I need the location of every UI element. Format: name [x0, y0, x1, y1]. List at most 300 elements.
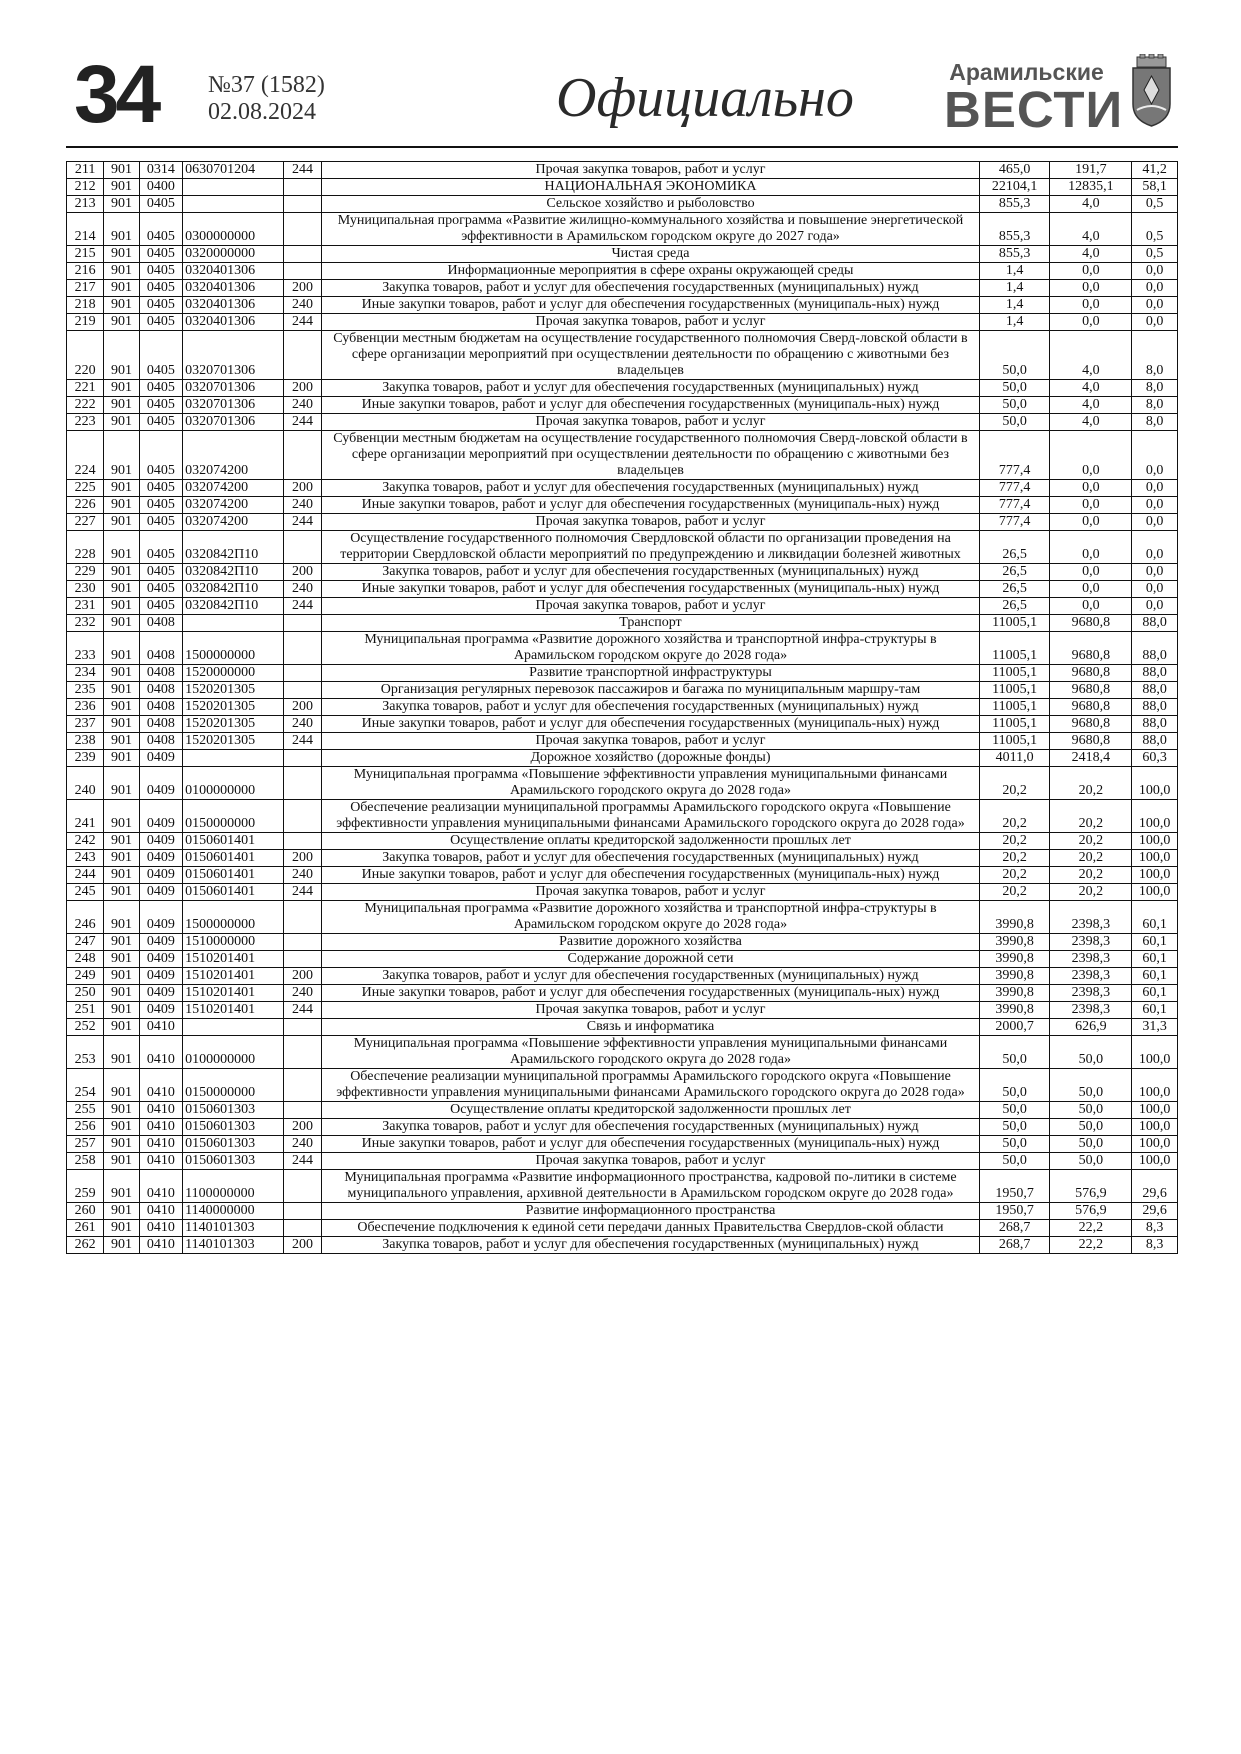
execution-percent: 100,0 — [1132, 1153, 1178, 1170]
actual-amount: 576,9 — [1050, 1203, 1132, 1220]
admin-code: 901 — [104, 934, 139, 951]
actual-amount: 0,0 — [1050, 581, 1132, 598]
section-code: 0409 — [139, 800, 183, 833]
actual-amount: 9680,8 — [1050, 733, 1132, 750]
plan-amount: 3990,8 — [979, 934, 1050, 951]
item-name: Иные закупки товаров, работ и услуг для обеспечения государственных (муниципаль-ных) нужд — [322, 1136, 980, 1153]
plan-amount: 11005,1 — [979, 733, 1050, 750]
table-row — [67, 263, 1178, 280]
table-row — [67, 615, 1178, 632]
execution-percent: 0,0 — [1132, 514, 1178, 531]
plan-amount: 268,7 — [979, 1220, 1050, 1237]
expense-type-code — [283, 767, 321, 800]
execution-percent: 100,0 — [1132, 1119, 1178, 1136]
execution-percent: 0,0 — [1132, 598, 1178, 615]
actual-amount: 9680,8 — [1050, 632, 1132, 665]
table-row — [67, 1220, 1178, 1237]
plan-amount: 268,7 — [979, 1237, 1050, 1254]
section-code: 0410 — [139, 1102, 183, 1119]
row-number: 227 — [67, 514, 104, 531]
execution-percent: 60,1 — [1132, 968, 1178, 985]
actual-amount: 0,0 — [1050, 480, 1132, 497]
row-number: 238 — [67, 733, 104, 750]
item-name: Прочая закупка товаров, работ и услуг — [322, 1153, 980, 1170]
item-name: Прочая закупка товаров, работ и услуг — [322, 514, 980, 531]
execution-percent: 8,3 — [1132, 1220, 1178, 1237]
admin-code: 901 — [104, 615, 139, 632]
table-row — [67, 800, 1178, 833]
table-row — [67, 767, 1178, 800]
admin-code: 901 — [104, 733, 139, 750]
row-number: 237 — [67, 716, 104, 733]
target-article-code: 1510201401 — [183, 951, 284, 968]
actual-amount: 0,0 — [1050, 280, 1132, 297]
page-number: 34 — [74, 49, 158, 140]
expense-type-code: 200 — [283, 480, 321, 497]
table-row — [67, 716, 1178, 733]
plan-amount: 11005,1 — [979, 632, 1050, 665]
admin-code: 901 — [104, 598, 139, 615]
target-article-code — [183, 750, 284, 767]
row-number: 212 — [67, 179, 104, 196]
table-row — [67, 196, 1178, 213]
table-row — [67, 1019, 1178, 1036]
expense-type-code — [283, 632, 321, 665]
item-name: Прочая закупка товаров, работ и услуг — [322, 1002, 980, 1019]
plan-amount: 777,4 — [979, 480, 1050, 497]
section-code: 0405 — [139, 414, 183, 431]
table-row — [67, 632, 1178, 665]
section-code: 0409 — [139, 833, 183, 850]
item-name: Закупка товаров, работ и услуг для обеспечения государственных (муниципальных) нужд — [322, 1119, 980, 1136]
execution-percent: 88,0 — [1132, 615, 1178, 632]
execution-percent: 8,0 — [1132, 397, 1178, 414]
table-row — [67, 1036, 1178, 1069]
target-article-code: 0320701306 — [183, 397, 284, 414]
row-number: 259 — [67, 1170, 104, 1203]
section-code: 0405 — [139, 480, 183, 497]
target-article-code: 1520000000 — [183, 665, 284, 682]
item-name: Субвенции местным бюджетам на осуществление государственного полномочия Сверд-ловской области в сфере организации мероприятий при осуществлении деятельности по обращению с животными без владельцев — [322, 331, 980, 380]
execution-percent: 100,0 — [1132, 800, 1178, 833]
admin-code: 901 — [104, 162, 139, 179]
target-article-code: 0320701306 — [183, 331, 284, 380]
expense-type-code: 240 — [283, 581, 321, 598]
item-name: Осуществление государственного полномочия Свердловской области по организации проведения на территории Свердловской области мероприятий по предупреждению и ликвидации болезней животных — [322, 531, 980, 564]
execution-percent: 60,1 — [1132, 1002, 1178, 1019]
target-article-code: 0320000000 — [183, 246, 284, 263]
row-number: 221 — [67, 380, 104, 397]
table-row — [67, 314, 1178, 331]
item-name: Муниципальная программа «Развитие информационного пространства, кадровой по-литики в системе муниципального управления, архивной деятельности в Арамильском городском округе до 2028 года» — [322, 1170, 980, 1203]
row-number: 261 — [67, 1220, 104, 1237]
actual-amount: 0,0 — [1050, 514, 1132, 531]
expense-type-code — [283, 934, 321, 951]
admin-code: 901 — [104, 179, 139, 196]
target-article-code — [183, 615, 284, 632]
execution-percent: 88,0 — [1132, 716, 1178, 733]
plan-amount: 50,0 — [979, 1069, 1050, 1102]
section-code: 0405 — [139, 263, 183, 280]
execution-percent: 100,0 — [1132, 1069, 1178, 1102]
table-row — [67, 1102, 1178, 1119]
target-article-code: 032074200 — [183, 514, 284, 531]
execution-percent: 100,0 — [1132, 884, 1178, 901]
admin-code: 901 — [104, 297, 139, 314]
target-article-code: 0150000000 — [183, 800, 284, 833]
target-article-code: 1500000000 — [183, 901, 284, 934]
expense-type-code: 200 — [283, 380, 321, 397]
section-code: 0405 — [139, 196, 183, 213]
actual-amount: 22,2 — [1050, 1220, 1132, 1237]
expense-type-code: 200 — [283, 699, 321, 716]
execution-percent: 31,3 — [1132, 1019, 1178, 1036]
row-number: 233 — [67, 632, 104, 665]
admin-code: 901 — [104, 1170, 139, 1203]
actual-amount: 9680,8 — [1050, 716, 1132, 733]
section-code: 0405 — [139, 297, 183, 314]
expense-type-code — [283, 665, 321, 682]
execution-percent: 0,0 — [1132, 431, 1178, 480]
actual-amount: 4,0 — [1050, 397, 1132, 414]
target-article-code: 0630701204 — [183, 162, 284, 179]
target-article-code: 1510000000 — [183, 934, 284, 951]
table-row — [67, 397, 1178, 414]
execution-percent: 29,6 — [1132, 1170, 1178, 1203]
table-row — [67, 850, 1178, 867]
item-name: Обеспечение реализации муниципальной программы Арамильского городского округа «Повышение эффективности управления муниципальными финансами Арамильского городского округа до 2028 года» — [322, 800, 980, 833]
expense-type-code — [283, 682, 321, 699]
table-row — [67, 1069, 1178, 1102]
expense-type-code — [283, 179, 321, 196]
admin-code: 901 — [104, 331, 139, 380]
expense-type-code: 200 — [283, 280, 321, 297]
section-code: 0409 — [139, 951, 183, 968]
item-name: Обеспечение подключения к единой сети передачи данных Правительства Свердлов-ской области — [322, 1220, 980, 1237]
item-name: Развитие транспортной инфраструктуры — [322, 665, 980, 682]
plan-amount: 4011,0 — [979, 750, 1050, 767]
actual-amount: 50,0 — [1050, 1119, 1132, 1136]
table-row — [67, 699, 1178, 716]
expense-type-code — [283, 431, 321, 480]
table-row — [67, 934, 1178, 951]
row-number: 225 — [67, 480, 104, 497]
row-number: 254 — [67, 1069, 104, 1102]
plan-amount: 50,0 — [979, 380, 1050, 397]
actual-amount: 9680,8 — [1050, 665, 1132, 682]
row-number: 218 — [67, 297, 104, 314]
admin-code: 901 — [104, 1119, 139, 1136]
plan-amount: 1,4 — [979, 314, 1050, 331]
table-row — [67, 280, 1178, 297]
target-article-code: 0320842П10 — [183, 598, 284, 615]
item-name: Иные закупки товаров, работ и услуг для обеспечения государственных (муниципаль-ных) нужд — [322, 497, 980, 514]
execution-percent: 0,0 — [1132, 297, 1178, 314]
coat-of-arms-icon — [1129, 54, 1174, 128]
admin-code: 901 — [104, 800, 139, 833]
expense-type-code: 240 — [283, 297, 321, 314]
row-number: 234 — [67, 665, 104, 682]
section-code: 0410 — [139, 1170, 183, 1203]
item-name: Закупка товаров, работ и услуг для обеспечения государственных (муниципальных) нужд — [322, 480, 980, 497]
section-code: 0408 — [139, 699, 183, 716]
row-number: 235 — [67, 682, 104, 699]
execution-percent: 0,5 — [1132, 196, 1178, 213]
section-code: 0405 — [139, 397, 183, 414]
row-number: 222 — [67, 397, 104, 414]
table-row — [67, 1119, 1178, 1136]
row-number: 239 — [67, 750, 104, 767]
execution-percent: 0,0 — [1132, 280, 1178, 297]
section-code: 0405 — [139, 280, 183, 297]
expense-type-code: 200 — [283, 564, 321, 581]
plan-amount: 3990,8 — [979, 901, 1050, 934]
target-article-code: 0320401306 — [183, 314, 284, 331]
actual-amount: 4,0 — [1050, 380, 1132, 397]
target-article-code: 0150601401 — [183, 850, 284, 867]
item-name: Развитие информационного пространства — [322, 1203, 980, 1220]
expense-type-code: 244 — [283, 162, 321, 179]
plan-amount: 1,4 — [979, 297, 1050, 314]
admin-code: 901 — [104, 850, 139, 867]
plan-amount: 3990,8 — [979, 968, 1050, 985]
plan-amount: 855,3 — [979, 213, 1050, 246]
plan-amount: 26,5 — [979, 598, 1050, 615]
target-article-code — [183, 196, 284, 213]
plan-amount: 20,2 — [979, 800, 1050, 833]
expense-type-code — [283, 196, 321, 213]
item-name: Прочая закупка товаров, работ и услуг — [322, 162, 980, 179]
actual-amount: 50,0 — [1050, 1136, 1132, 1153]
plan-amount: 26,5 — [979, 581, 1050, 598]
actual-amount: 4,0 — [1050, 213, 1132, 246]
plan-amount: 3990,8 — [979, 985, 1050, 1002]
section-code: 0410 — [139, 1153, 183, 1170]
execution-percent: 58,1 — [1132, 179, 1178, 196]
expense-type-code: 200 — [283, 1119, 321, 1136]
actual-amount: 20,2 — [1050, 800, 1132, 833]
plan-amount: 22104,1 — [979, 179, 1050, 196]
table-row — [67, 1170, 1178, 1203]
table-row — [67, 1203, 1178, 1220]
admin-code: 901 — [104, 699, 139, 716]
row-number: 240 — [67, 767, 104, 800]
execution-percent: 100,0 — [1132, 867, 1178, 884]
item-name: Закупка товаров, работ и услуг для обеспечения государственных (муниципальных) нужд — [322, 1237, 980, 1254]
expense-type-code: 240 — [283, 985, 321, 1002]
actual-amount: 2398,3 — [1050, 1002, 1132, 1019]
row-number: 242 — [67, 833, 104, 850]
newspaper-logo — [944, 59, 1124, 138]
item-name: Информационные мероприятия в сфере охраны окружающей среды — [322, 263, 980, 280]
expense-type-code: 200 — [283, 850, 321, 867]
plan-amount: 1950,7 — [979, 1203, 1050, 1220]
table-row — [67, 867, 1178, 884]
table-row — [67, 733, 1178, 750]
item-name: Муниципальная программа «Повышение эффективности управления муниципальными финансами Арамильского городского округа до 2028 года» — [322, 1036, 980, 1069]
section-code: 0405 — [139, 213, 183, 246]
target-article-code: 1520201305 — [183, 716, 284, 733]
target-article-code: 1500000000 — [183, 632, 284, 665]
expense-type-code — [283, 800, 321, 833]
admin-code: 901 — [104, 564, 139, 581]
budget-table — [66, 161, 1178, 1254]
table-row — [67, 297, 1178, 314]
section-title: Официально — [556, 67, 854, 129]
table-row — [67, 985, 1178, 1002]
plan-amount: 20,2 — [979, 850, 1050, 867]
execution-percent: 60,1 — [1132, 985, 1178, 1002]
actual-amount: 0,0 — [1050, 598, 1132, 615]
expense-type-code: 240 — [283, 497, 321, 514]
execution-percent: 100,0 — [1132, 1036, 1178, 1069]
section-code: 0405 — [139, 531, 183, 564]
execution-percent: 60,3 — [1132, 750, 1178, 767]
issue-date: 02.08.2024 — [208, 99, 316, 125]
execution-percent: 60,1 — [1132, 934, 1178, 951]
actual-amount: 50,0 — [1050, 1069, 1132, 1102]
target-article-code: 1140101303 — [183, 1237, 284, 1254]
plan-amount: 26,5 — [979, 531, 1050, 564]
table-row — [67, 750, 1178, 767]
section-code: 0409 — [139, 901, 183, 934]
expense-type-code: 244 — [283, 514, 321, 531]
row-number: 226 — [67, 497, 104, 514]
expense-type-code — [283, 263, 321, 280]
expense-type-code — [283, 1069, 321, 1102]
admin-code: 901 — [104, 581, 139, 598]
table-row — [67, 833, 1178, 850]
row-number: 241 — [67, 800, 104, 833]
logo-bottom-text: ВЕСТИ — [944, 81, 1124, 138]
row-number: 220 — [67, 331, 104, 380]
row-number: 257 — [67, 1136, 104, 1153]
target-article-code — [183, 179, 284, 196]
section-code: 0409 — [139, 934, 183, 951]
item-name: Закупка товаров, работ и услуг для обеспечения государственных (муниципальных) нужд — [322, 280, 980, 297]
row-number: 247 — [67, 934, 104, 951]
plan-amount: 3990,8 — [979, 1002, 1050, 1019]
admin-code: 901 — [104, 968, 139, 985]
admin-code: 901 — [104, 397, 139, 414]
admin-code: 901 — [104, 632, 139, 665]
execution-percent: 41,2 — [1132, 162, 1178, 179]
section-code: 0410 — [139, 1069, 183, 1102]
row-number: 258 — [67, 1153, 104, 1170]
item-name: Закупка товаров, работ и услуг для обеспечения государственных (муниципальных) нужд — [322, 850, 980, 867]
admin-code: 901 — [104, 884, 139, 901]
execution-percent: 8,0 — [1132, 380, 1178, 397]
row-number: 228 — [67, 531, 104, 564]
table-row — [67, 414, 1178, 431]
expense-type-code — [283, 901, 321, 934]
plan-amount: 11005,1 — [979, 615, 1050, 632]
item-name: Обеспечение реализации муниципальной программы Арамильского городского округа «Повышение эффективности управления муниципальными финансами Арамильского городского округа до 2028 года» — [322, 1069, 980, 1102]
plan-amount: 20,2 — [979, 833, 1050, 850]
row-number: 251 — [67, 1002, 104, 1019]
section-code: 0410 — [139, 1119, 183, 1136]
target-article-code: 032074200 — [183, 480, 284, 497]
item-name: Осуществление оплаты кредиторской задолженности прошлых лет — [322, 833, 980, 850]
item-name: Муниципальная программа «Развитие жилищно-коммунального хозяйства и повышение энергетической эффективности в Арамильском городском округе до 2027 года» — [322, 213, 980, 246]
target-article-code: 0320701306 — [183, 414, 284, 431]
table-row — [67, 431, 1178, 480]
target-article-code: 0320842П10 — [183, 564, 284, 581]
execution-percent: 0,0 — [1132, 497, 1178, 514]
actual-amount: 626,9 — [1050, 1019, 1132, 1036]
target-article-code: 0320401306 — [183, 280, 284, 297]
execution-percent: 88,0 — [1132, 699, 1178, 716]
target-article-code: 032074200 — [183, 431, 284, 480]
actual-amount: 22,2 — [1050, 1237, 1132, 1254]
section-code: 0405 — [139, 431, 183, 480]
plan-amount: 465,0 — [979, 162, 1050, 179]
admin-code: 901 — [104, 431, 139, 480]
plan-amount: 50,0 — [979, 1136, 1050, 1153]
admin-code: 901 — [104, 1153, 139, 1170]
expense-type-code — [283, 213, 321, 246]
target-article-code: 032074200 — [183, 497, 284, 514]
admin-code: 901 — [104, 196, 139, 213]
section-code: 0408 — [139, 615, 183, 632]
actual-amount: 2398,3 — [1050, 968, 1132, 985]
table-row — [67, 380, 1178, 397]
expense-type-code: 244 — [283, 884, 321, 901]
execution-percent: 88,0 — [1132, 632, 1178, 665]
item-name: Муниципальная программа «Повышение эффективности управления муниципальными финансами Арамильского городского округа до 2028 года» — [322, 767, 980, 800]
target-article-code: 1520201305 — [183, 699, 284, 716]
expense-type-code: 200 — [283, 1237, 321, 1254]
section-code: 0405 — [139, 514, 183, 531]
row-number: 213 — [67, 196, 104, 213]
item-name: Иные закупки товаров, работ и услуг для обеспечения государственных (муниципаль-ных) нужд — [322, 297, 980, 314]
expense-type-code: 244 — [283, 1153, 321, 1170]
table-row — [67, 598, 1178, 615]
table-row — [67, 213, 1178, 246]
item-name: Прочая закупка товаров, работ и услуг — [322, 598, 980, 615]
section-code: 0409 — [139, 850, 183, 867]
expense-type-code: 244 — [283, 414, 321, 431]
row-number: 249 — [67, 968, 104, 985]
item-name: Чистая среда — [322, 246, 980, 263]
admin-code: 901 — [104, 1237, 139, 1254]
target-article-code: 0100000000 — [183, 767, 284, 800]
expense-type-code — [283, 531, 321, 564]
plan-amount: 11005,1 — [979, 716, 1050, 733]
target-article-code: 0320842П10 — [183, 581, 284, 598]
section-code: 0408 — [139, 716, 183, 733]
admin-code: 901 — [104, 1220, 139, 1237]
admin-code: 901 — [104, 314, 139, 331]
item-name: Сельское хозяйство и рыболовство — [322, 196, 980, 213]
admin-code: 901 — [104, 263, 139, 280]
expense-type-code — [283, 1036, 321, 1069]
actual-amount: 0,0 — [1050, 497, 1132, 514]
row-number: 250 — [67, 985, 104, 1002]
row-number: 260 — [67, 1203, 104, 1220]
item-name: Закупка товаров, работ и услуг для обеспечения государственных (муниципальных) нужд — [322, 380, 980, 397]
row-number: 255 — [67, 1102, 104, 1119]
target-article-code: 0320842П10 — [183, 531, 284, 564]
actual-amount: 0,0 — [1050, 431, 1132, 480]
section-code: 0410 — [139, 1019, 183, 1036]
row-number: 248 — [67, 951, 104, 968]
actual-amount: 9680,8 — [1050, 615, 1132, 632]
item-name: Содержание дорожной сети — [322, 951, 980, 968]
row-number: 216 — [67, 263, 104, 280]
actual-amount: 50,0 — [1050, 1153, 1132, 1170]
plan-amount: 50,0 — [979, 397, 1050, 414]
